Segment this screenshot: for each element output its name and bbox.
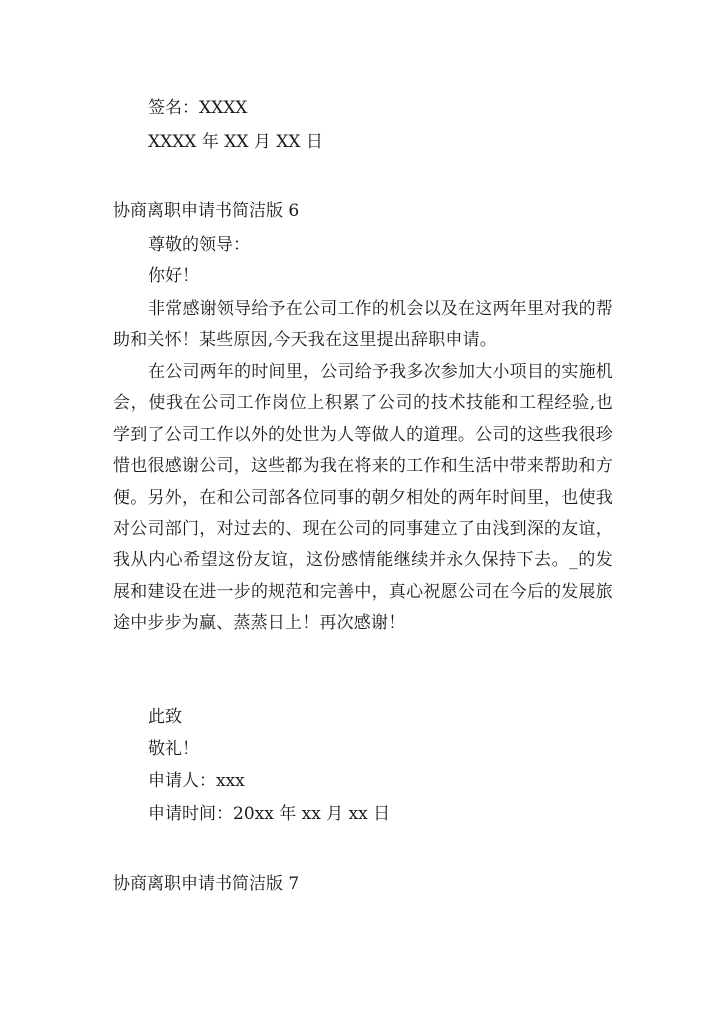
body-paragraph-2: 在公司两年的时间里，公司给予我多次参加大小项目的实施机会，使我在公司工作岗位上积累了公司的技术技能和工程经验,也学到了公司工作以外的处世为人等做人的道理。公司的这些我很珍惜也很感谢公司，这些都为我在将来的工作和生活中带来帮助和方便。另外，在和公司部各位同事的朝夕相处的两年时间里，也使我对公司部门，对过去的、现在公司的同事建立了由浅到深的友谊，我从内心希望这份友谊，这份感情能继续并永久保持下去。_的发展和建设在进一步的规范和完善中，真心祝愿公司在今后的发展旅途中步步为赢、蒸蒸日上！再次感谢！: [113, 362, 613, 634]
closing-line-2: 敬礼！: [148, 739, 199, 759]
applicant-line: 申请人：xxx: [148, 771, 245, 791]
section-heading-7: 协商离职申请书简洁版 7: [113, 874, 300, 894]
body-paragraph-1: 非常感谢领导给予在公司工作的机会以及在这两年里对我的帮助和关怀！某些原因,今天我在这里提出辞职申请。: [113, 299, 613, 351]
salutation: 尊敬的领导：: [148, 235, 250, 255]
section-heading-6: 协商离职申请书简洁版 6: [113, 201, 300, 221]
signature-line: 签名：XXXX: [148, 98, 248, 118]
closing-line-1: 此致: [148, 707, 182, 727]
date-line: XXXX 年 XX 月 XX 日: [148, 132, 323, 152]
greeting: 你好！: [148, 266, 199, 286]
apply-date-line: 申请时间：20xx 年 xx 月 xx 日: [148, 804, 391, 824]
